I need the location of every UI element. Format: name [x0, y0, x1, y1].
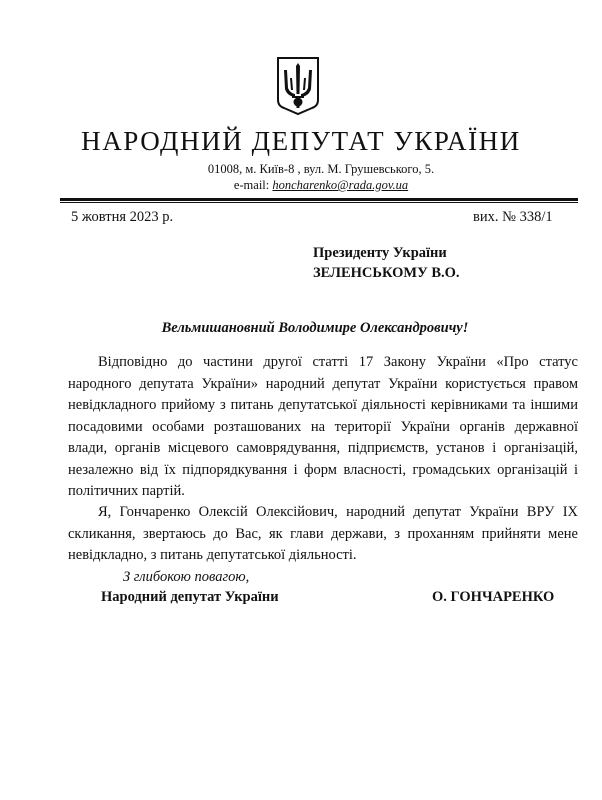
- outgoing-reference-number: вих. № 338/1: [473, 209, 553, 225]
- signer-title: Народний депутат України: [101, 589, 279, 605]
- signer-name: О. ГОНЧАРЕНКО: [432, 589, 555, 605]
- addressee-name: ЗЕЛЕНСЬКОМУ В.О.: [313, 265, 460, 281]
- body-paragraph: Я, Гончаренко Олексій Олексійович, народний депутат України ВРУ IX скликання, звертаюсь до Вас, як глави держави, з проханням прийняти мене невідкладно, з питань депутатської діяльності.: [68, 504, 578, 563]
- letter-date: 5 жовтня 2023 р.: [71, 209, 174, 225]
- letterhead-email-line: [20, 178, 602, 193]
- ukraine-trident-coat-of-arms-icon: [276, 56, 320, 116]
- body-paragraph: Відповідно до частини другої статті 17 Закону України «Про статус народного депутата України» народний депутат України користується правом невідкладного прийому з питань депутатської діяльності керівниками та іншими посадовими особами розташованих на території України органів державної влади, органів місцевого самоврядування, підприємств, установ і організацій, незалежно від їх підпорядкування і форм власності, громадських організацій і політичних партій.: [68, 354, 578, 499]
- addressee-position: Президенту України: [313, 245, 447, 261]
- salutation: Вельмишановний Володимире Олександровичу!: [161, 320, 469, 336]
- email-label: e-mail:: [233, 178, 273, 192]
- email-link[interactable]: honcharenko@rada.gov.ua: [272, 178, 409, 192]
- header-divider: [60, 198, 578, 201]
- header-divider-thin: [60, 202, 578, 203]
- letterhead-address: 01008, м. Київ-8 , вул. М. Грушевського, 5.: [207, 162, 435, 176]
- letterhead-title: НАРОДНИЙ ДЕПУТАТ УКРАЇНИ: [81, 126, 521, 156]
- closing-phrase: З глибокою повагою,: [123, 569, 250, 585]
